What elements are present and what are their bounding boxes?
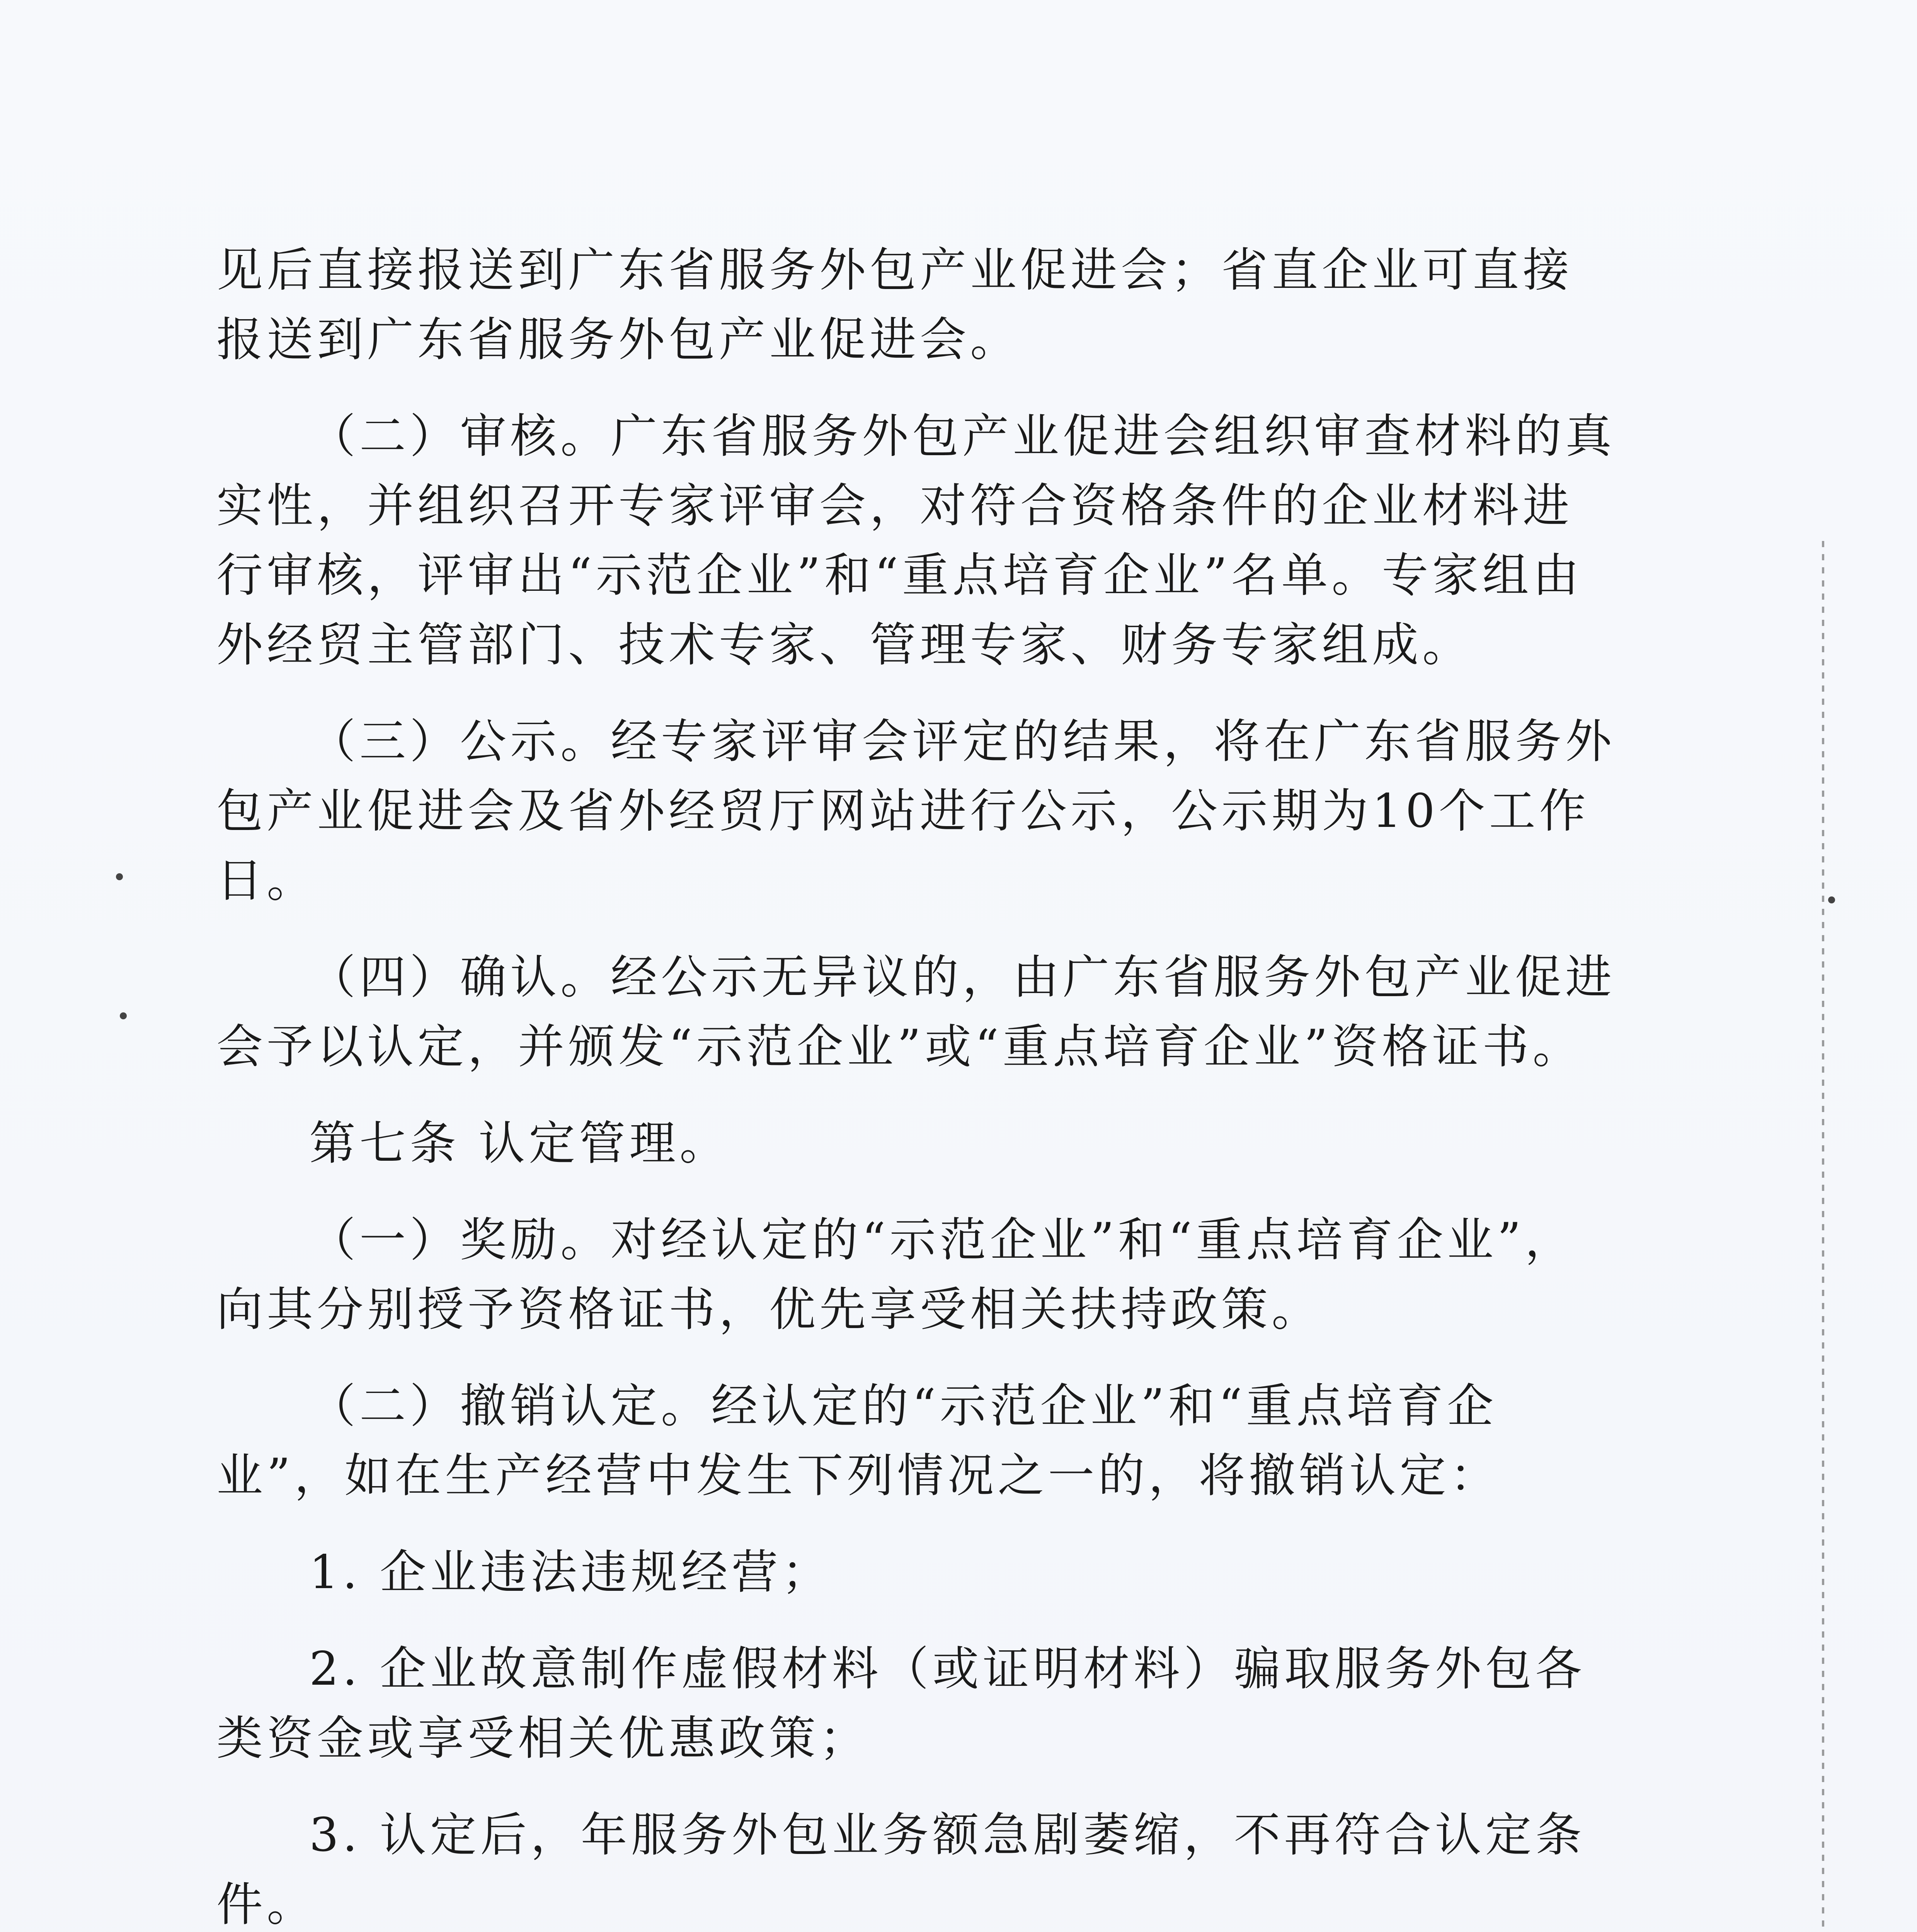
paragraph-publicity: （三）公示。经专家评审会评定的结果，将在广东省服务外包产业促进会及省外经贸厅网站进行公示，公示期为10个工作日。	[216, 715, 1616, 908]
paragraph-confirmation: （四）确认。经公示无异议的，由广东省服务外包产业促进会予以认定，并颁发“示范企业”或“重点培育企业”资格证书。	[216, 951, 1616, 1074]
list-item-1: 1. 企业违法违规经营；	[309, 1546, 832, 1599]
paragraph-reward: （一）奖励。对经认定的“示范企业”和“重点培育企业”，向其分别授予资格证书，优先享受相关扶持政策。	[216, 1213, 1575, 1337]
document-body	[216, 236, 1616, 1932]
article-7-heading: 第七条 认定管理。	[309, 1117, 730, 1170]
paragraph-review: （二）审核。广东省服务外包产业促进会组织审查材料的真实性，并组织召开专家评审会，对符合资格条件的企业材料进行审核，评审出“示范企业”和“重点培育企业”名单。专家组由外经贸主管部门、技术专家、管理专家、财务专家组成。	[216, 410, 1616, 672]
list-item-2: 2. 企业故意制作虚假材料（或证明材料）骗取服务外包各类资金或享受相关优惠政策；	[216, 1642, 1586, 1765]
scan-dot	[116, 873, 123, 880]
list-item-3: 3. 认定后，年服务外包业务额急剧萎缩，不再符合认定条件。	[216, 1808, 1586, 1932]
right-margin-marks	[1822, 541, 1824, 1932]
paragraph-revocation: （二）撤销认定。经认定的“示范企业”和“重点培育企业”，如在生产经营中发生下列情况之一的，将撤销认定：	[216, 1379, 1500, 1503]
scan-dot	[1828, 896, 1835, 903]
scan-dot	[120, 1012, 127, 1019]
paragraph-continuation: 见后直接报送到广东省服务外包产业促进会；省直企业可直接报送到广东省服务外包产业促进会。	[216, 243, 1573, 367]
